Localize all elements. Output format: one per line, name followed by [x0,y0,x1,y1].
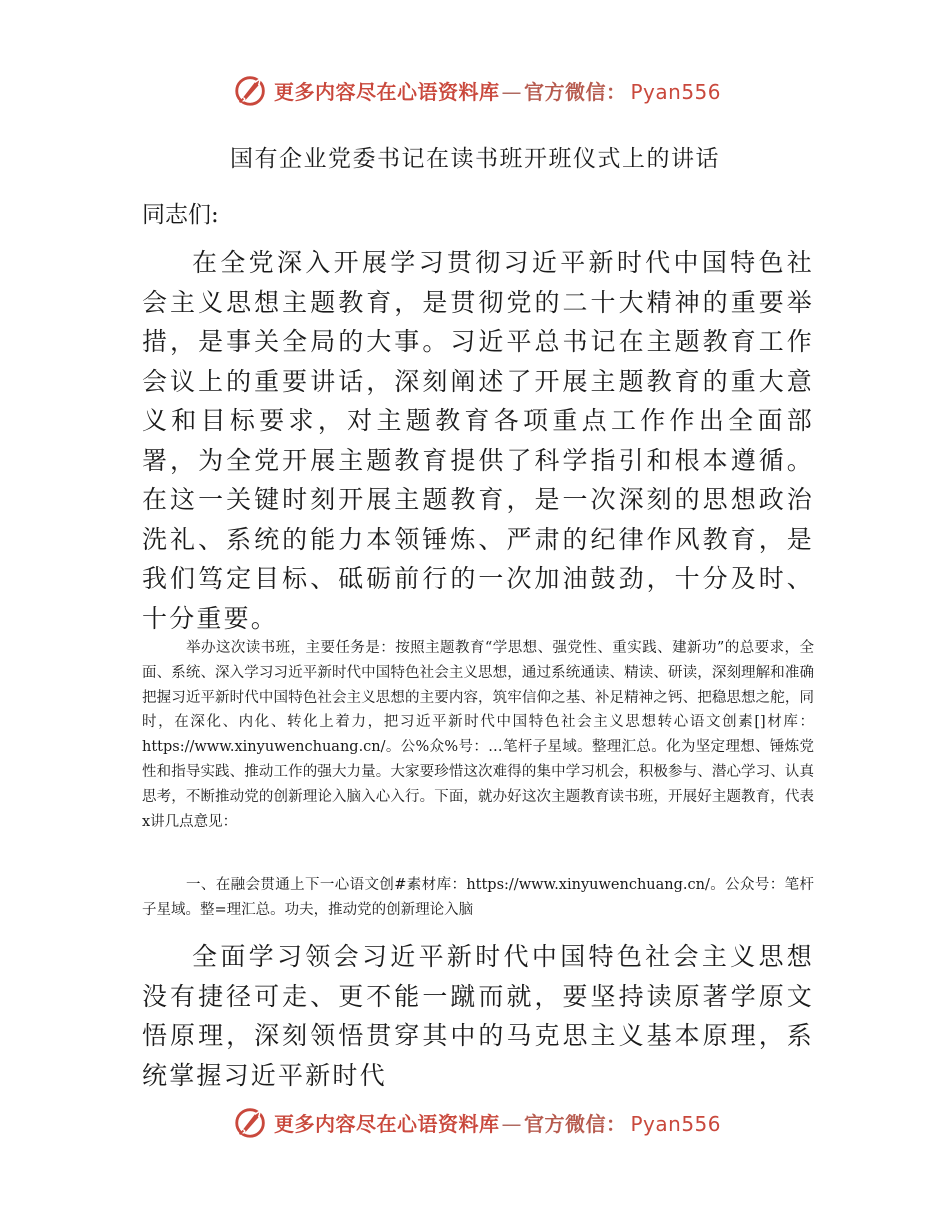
watermark-brand: 更多内容尽在心语资料库 [274,79,500,104]
watermark-brand: 更多内容尽在心语资料库 [274,1111,500,1136]
paragraph-study: 全面学习领会习近平新时代中国特色社会主义思想没有捷径可走、更不能一蹴而就，要坚持读原著学原文悟原理，深刻领悟贯穿其中的马克思主义基本原理，系统掌握习近平新时代 [142,942,814,1090]
watermark-label: 官方微信： [524,79,627,104]
document-title: 国有企业党委书记在读书班开班仪式上的讲话 [230,146,720,172]
section-heading-1: 一、在融会贯通上下一心语文创#素材库：https://www.xinyuwenchuang.cn/。公众号：笔杆子星域。整=理汇总。功夫，推动党的创新理论入脑 [142,877,814,918]
watermark-wechat-id: Pyan556 [630,79,722,104]
paragraph-task: 举办这次读书班，主要任务是：按照主题教育“学思想、强党性、重实践、建新功”的总要求，全面、系统、深入学习习近平新时代中国特色社会主义思想，通过系统通读、精读、研读，深刻理解和准确把握习近平新时代中国特色社会主义思想的主要内容，筑牢信仰之基、补足精神之钙、把稳思想之舵，同时，在深化、内化、转化上着力，把习近平新时代中国特色社会主义思想转心语文创素[]材库：https://www.xinyuwenchuang.cn/。公%众%号：…笔杆子星域。整理汇总。化为坚定理想、锤炼党性和指导实践、推动工作的强大力量。大家要珍惜这次难得的集中学习机会，积极参与、潜心学习、认真思考，不断推动党的创新理论入脑入心入行。下面，就办好这次主题教育读书班，开展好主题教育，代表x讲几点意见： [142,640,814,830]
watermark-text [274,76,721,105]
watermark-wechat-id: Pyan556 [630,1111,722,1136]
header-watermark [232,70,721,110]
salutation: 同志们: [142,202,219,228]
watermark-dash: — [501,1111,522,1136]
pen-nib-logo-icon [232,1103,270,1141]
footer-watermark [232,1102,721,1142]
pen-nib-logo-icon [232,71,270,109]
watermark-text [274,1108,721,1137]
watermark-dash: — [501,79,522,104]
watermark-label: 官方微信： [524,1111,627,1136]
paragraph-intro: 在全党深入开展学习贯彻习近平新时代中国特色社会主义思想主题教育，是贯彻党的二十大精神的重要举措，是事关全局的大事。习近平总书记在主题教育工作会议上的重要讲话，深刻阐述了开展主题教育的重大意义和目标要求，对主题教育各项重点工作作出全面部署，为全党开展主题教育提供了科学指引和根本遵循。在这一关键时刻开展主题教育，是一次深刻的思想政治洗礼、系统的能力本领锤炼、严肃的纪律作风教育，是我们笃定目标、砥砺前行的一次加油鼓劲，十分及时、十分重要。 [142,248,814,633]
